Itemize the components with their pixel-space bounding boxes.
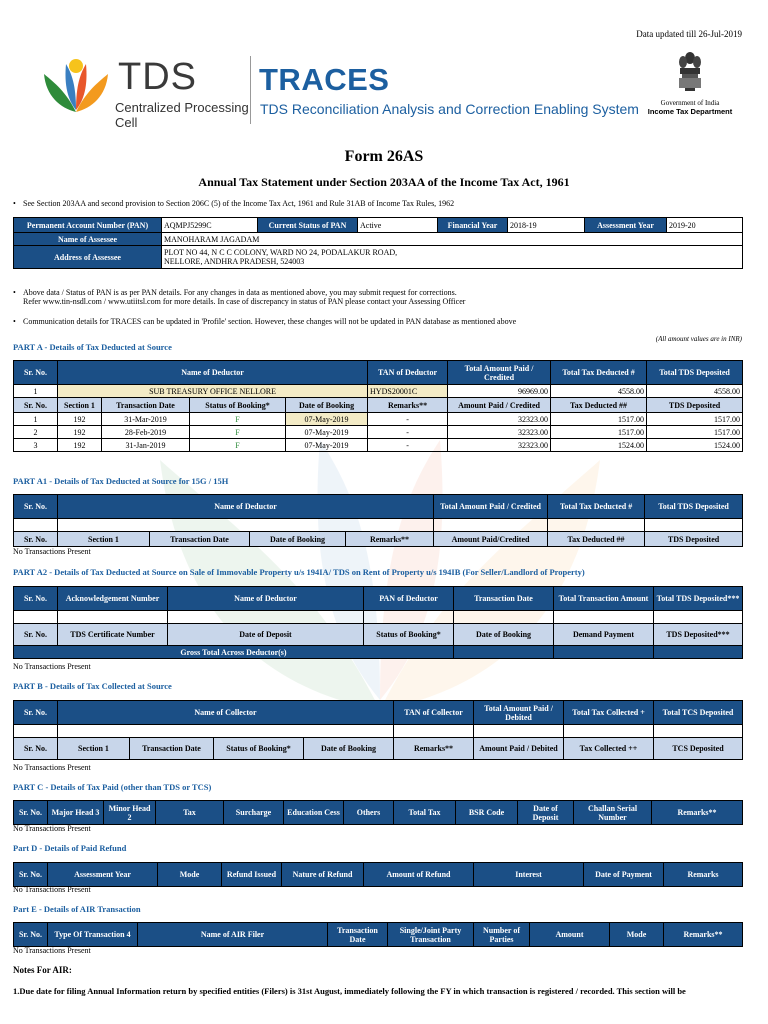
tds-logo: [40, 52, 250, 130]
sub-col-header: Transaction Date: [130, 738, 214, 760]
sub-col-header: Status of Booking*: [190, 398, 286, 413]
sub-col-header: Section 1: [58, 532, 150, 547]
sub-col-header: TDS Deposited: [647, 398, 743, 413]
booking-status: F: [190, 439, 286, 452]
col-header: Total TDS Deposited***: [654, 587, 743, 611]
cell: 1517.00: [551, 426, 647, 439]
cell: 07-May-2019: [286, 413, 368, 426]
col-header: Type Of Transaction 4: [48, 923, 138, 947]
form-subtitle: Annual Tax Statement under Section 203AA of the Income Tax Act, 1961: [198, 175, 570, 189]
col-header: Total TCS Deposited: [654, 701, 743, 725]
col-header: Acknowledgement Number: [58, 587, 168, 611]
col-header: Refund Issued: [222, 863, 282, 887]
cell: 31-Mar-2019: [102, 413, 190, 426]
booking-status: F: [190, 413, 286, 426]
col-header: TAN of Collector: [394, 701, 474, 725]
col-header: Challan Serial Number: [574, 801, 652, 825]
ay-label: Assessment Year: [585, 218, 667, 233]
cell: 192: [58, 413, 102, 426]
name-value: MANOHARAM JAGADAM: [162, 233, 743, 246]
sub-col-header: Date of Booking: [454, 624, 554, 646]
name-label: Name of Assessee: [14, 233, 162, 246]
table-row: [14, 439, 743, 452]
col-header: Total Amount Paid / Debited: [474, 701, 564, 725]
address-line-1: PLOT NO 44, N C C COLONY, WARD NO 24, PODALAKUR ROAD,: [164, 248, 398, 257]
table-row: [14, 426, 743, 439]
col-header: Sr. No.: [14, 923, 48, 947]
part-a2-title: PART A2 - Details of Tax Deducted at Source on Sale of Immovable Property u/s 194IA/ TDS on Rent of Property u/s 194IB (For Seller/Landlord of Property): [13, 567, 585, 577]
part-a-title: PART A - Details of Tax Deducted at Source: [13, 342, 172, 352]
sub-col-header: Tax Deducted ##: [551, 398, 647, 413]
part-b-title: PART B - Details of Tax Collected at Source: [13, 681, 172, 691]
no-transactions-e: No Transactions Present: [13, 946, 91, 955]
col-header: PAN of Deductor: [364, 587, 454, 611]
col-header: Total Amount Paid / Credited: [434, 495, 548, 519]
cell: 192: [58, 439, 102, 452]
cell: -: [368, 413, 448, 426]
amounts-note: (All amount values are in INR): [655, 335, 742, 343]
col-header: Sr. No.: [14, 863, 48, 887]
col-header: Name of Collector: [58, 701, 394, 725]
no-transactions-a2: No Transactions Present: [13, 662, 91, 671]
pan-label: Permanent Account Number (PAN): [14, 218, 162, 233]
fy-value: 2018-19: [508, 218, 585, 233]
sub-col-header: Date of Booking: [250, 532, 346, 547]
sub-col-header: Remarks**: [368, 398, 448, 413]
cell: 96969.00: [448, 385, 551, 398]
assessee-info-table: [13, 217, 743, 269]
cell: 4558.00: [551, 385, 647, 398]
sub-col-header: TDS Deposited: [645, 532, 743, 547]
part-b-table: [13, 700, 743, 760]
part-c-table: [13, 800, 743, 825]
col-header: Tax: [156, 801, 224, 825]
sub-col-header: Amount Paid / Debited: [474, 738, 564, 760]
col-header: Amount of Refund: [364, 863, 474, 887]
booking-status: F: [190, 426, 286, 439]
col-total-paid: Total Amount Paid / Credited: [448, 361, 551, 385]
part-d-table: [13, 862, 743, 887]
col-header: Amount: [530, 923, 610, 947]
col-header: Mode: [158, 863, 222, 887]
col-header: Name of Deductor: [168, 587, 364, 611]
col-header: Total Tax: [394, 801, 456, 825]
col-header: Name of Deductor: [58, 495, 434, 519]
note-pan-details: • Above data / Status of PAN is as per PAN details. For any changes in data as mentioned above, you may submit request for corrections. Refer www.tin-nsdl.com / www.utiitsl.com for more details. In case of discrepancy in status of PAN please contact your Assessing Officer: [13, 288, 466, 306]
col-total-deposited: Total TDS Deposited: [647, 361, 743, 385]
no-transactions-b: No Transactions Present: [13, 763, 91, 772]
col-header: Total Tax Collected +: [564, 701, 654, 725]
cell: 4558.00: [647, 385, 743, 398]
col-header: Interest: [474, 863, 584, 887]
sub-col-header: Remarks**: [346, 532, 434, 547]
part-e-table: [13, 922, 743, 947]
col-tan: TAN of Deductor: [368, 361, 448, 385]
pan-status-value: Active: [358, 218, 438, 233]
cell: 32323.00: [448, 413, 551, 426]
sub-col-header: Amount Paid / Credited: [448, 398, 551, 413]
sub-col-header: Date of Booking: [304, 738, 394, 760]
cell: 32323.00: [448, 426, 551, 439]
sub-col-header: Amount Paid/Credited: [434, 532, 548, 547]
col-header: Nature of Refund: [282, 863, 364, 887]
notes-air-title: Notes For AIR:: [13, 965, 72, 975]
col-deductor-name: Name of Deductor: [58, 361, 368, 385]
part-e-title: Part E - Details of AIR Transaction: [13, 904, 141, 914]
col-sr: Sr. No.: [14, 361, 58, 385]
cell: -: [368, 439, 448, 452]
col-header: Number of Parties: [474, 923, 530, 947]
col-header: Total Transaction Amount: [554, 587, 654, 611]
deductor-summary-row: [14, 385, 743, 398]
fy-label: Financial Year: [438, 218, 508, 233]
cell: 1517.00: [647, 413, 743, 426]
note-text: Refer www.tin-nsdl.com / www.utiitsl.com for more details. In case of discrepancy in status of PAN please contact your Assessing Officer: [23, 297, 466, 306]
part-a1-table: [13, 494, 743, 547]
col-header: Transaction Date: [454, 587, 554, 611]
ay-value: 2019-20: [667, 218, 743, 233]
note-text: See Section 203AA and second provision to Section 206C (5) of the Income Tax Act, 1961 and Rule 31AB of Income Tax Rules, 1962: [23, 199, 455, 208]
col-header: Mode: [610, 923, 664, 947]
col-header: Surcharge: [224, 801, 284, 825]
sub-col-header: Remarks**: [394, 738, 474, 760]
traces-title: TRACES: [259, 62, 390, 97]
col-header: Others: [344, 801, 394, 825]
income-tax-dept-text: Income Tax Department: [647, 107, 733, 116]
sub-col-header: Status of Booking*: [214, 738, 304, 760]
col-header: Date of Payment: [584, 863, 664, 887]
sub-col-header: Tax Collected ++: [564, 738, 654, 760]
tds-logo-text: TDS: [118, 56, 197, 98]
data-updated-text: Data updated till 26-Jul-2019: [636, 29, 742, 39]
govt-of-india-text: Government of India: [660, 99, 720, 107]
cell: 1524.00: [647, 439, 743, 452]
col-total-deducted: Total Tax Deducted #: [551, 361, 647, 385]
gross-total-label: Gross Total Across Deductor(s): [14, 646, 454, 659]
col-header: Sr. No.: [14, 801, 48, 825]
cell: -: [368, 426, 448, 439]
cell: 1517.00: [647, 426, 743, 439]
deductor-tan: HYDS20001C: [368, 385, 448, 398]
cell: 1524.00: [551, 439, 647, 452]
sub-col-header: Sr. No.: [14, 532, 58, 547]
note-text: Communication details for TRACES can be updated in 'Profile' section. However, these changes will not be updated in PAN database as mentioned above: [23, 317, 517, 326]
col-header: Sr. No.: [14, 495, 58, 519]
col-header: Total TDS Deposited: [645, 495, 743, 519]
traces-subtitle: TDS Reconciliation Analysis and Correction Enabling System: [260, 101, 639, 117]
col-header: Name of AIR Filer: [138, 923, 328, 947]
sub-col-header: Status of Booking*: [364, 624, 454, 646]
col-header: Major Head 3: [48, 801, 104, 825]
cell: 1: [14, 413, 58, 426]
sub-col-header: TCS Deposited: [654, 738, 743, 760]
sub-col-header: Tax Deducted ##: [548, 532, 645, 547]
note-section-203aa: • See Section 203AA and second provision to Section 206C (5) of the Income Tax Act, 1961 and Rule 31AB of Income Tax Rules, 1962: [13, 199, 455, 208]
pan-status-label: Current Status of PAN: [258, 218, 358, 233]
cell: 3: [14, 439, 58, 452]
cell: 192: [58, 426, 102, 439]
cell: 28-Feb-2019: [102, 426, 190, 439]
cell: 1517.00: [551, 413, 647, 426]
table-row: [14, 413, 743, 426]
sub-col-header: Transaction Date: [150, 532, 250, 547]
part-a1-title: PART A1 - Details of Tax Deducted at Source for 15G / 15H: [13, 476, 229, 486]
col-header: Remarks**: [664, 923, 743, 947]
part-a2-table: [13, 586, 743, 659]
cell: 07-May-2019: [286, 426, 368, 439]
cell: 2: [14, 426, 58, 439]
cell: 32323.00: [448, 439, 551, 452]
no-transactions-c: No Transactions Present: [13, 824, 91, 833]
col-header: Sr. No.: [14, 587, 58, 611]
note-communication: • Communication details for TRACES can be updated in 'Profile' section. However, these changes will not be updated in PAN database as mentioned above: [13, 317, 517, 326]
sub-col-header: Sr. No.: [14, 738, 58, 760]
sub-col-header: Date of Deposit: [168, 624, 364, 646]
sub-col-header: Demand Payment: [554, 624, 654, 646]
sub-col-header: Sr. No.: [14, 398, 58, 413]
address-value: [162, 246, 743, 269]
col-header: Remarks: [664, 863, 743, 887]
address-label: Address of Assessee: [14, 246, 162, 269]
notes-air-item-1: 1.Due date for filing Annual Information return by specified entities (Filers) is 31st August, immediately following the FY in which transaction is registered / recorded. This section will be: [13, 986, 686, 996]
pan-value: AQMPJ5299C: [162, 218, 258, 233]
col-header: Transaction Date: [328, 923, 388, 947]
address-line-2: NELLORE, ANDHRA PRADESH, 524003: [164, 257, 305, 266]
cpc-logo-icon: [40, 52, 112, 122]
cell: 1: [14, 385, 58, 398]
part-d-title: Part D - Details of Paid Refund: [13, 843, 127, 853]
cell: 31-Jan-2019: [102, 439, 190, 452]
col-header: Remarks**: [652, 801, 743, 825]
govt-emblem: [640, 50, 740, 116]
col-header: Assessment Year: [48, 863, 158, 887]
form-title: Form 26AS: [344, 148, 424, 165]
no-transactions-d: No Transactions Present: [13, 885, 91, 894]
col-header: Minor Head 2: [104, 801, 156, 825]
deductor-name: SUB TREASURY OFFICE NELLORE: [58, 385, 368, 398]
header-divider: [250, 56, 251, 124]
part-c-title: PART C - Details of Tax Paid (other than TDS or TCS): [13, 782, 212, 792]
sub-col-header: Sr. No.: [14, 624, 58, 646]
sub-col-header: Transaction Date: [102, 398, 190, 413]
cpc-subtitle: Centralized Processing Cell: [115, 100, 249, 130]
cell: 07-May-2019: [286, 439, 368, 452]
part-a-table: [13, 360, 743, 452]
ashoka-emblem-icon: [677, 50, 703, 92]
col-header: Sr. No.: [14, 701, 58, 725]
sub-col-header: Section 1: [58, 738, 130, 760]
col-header: Single/Joint Party Transaction: [388, 923, 474, 947]
col-header: BSR Code: [456, 801, 518, 825]
note-text: Above data / Status of PAN is as per PAN details. For any changes in data as mentioned above, you may submit request for corrections.: [23, 288, 457, 297]
col-header: Total Tax Deducted #: [548, 495, 645, 519]
col-header: Education Cess: [284, 801, 344, 825]
col-header: Date of Deposit: [518, 801, 574, 825]
sub-col-header: TDS Certificate Number: [58, 624, 168, 646]
sub-col-header: TDS Deposited***: [654, 624, 743, 646]
sub-col-header: Section 1: [58, 398, 102, 413]
no-transactions-a1: No Transactions Present: [13, 547, 91, 556]
sub-col-header: Date of Booking: [286, 398, 368, 413]
